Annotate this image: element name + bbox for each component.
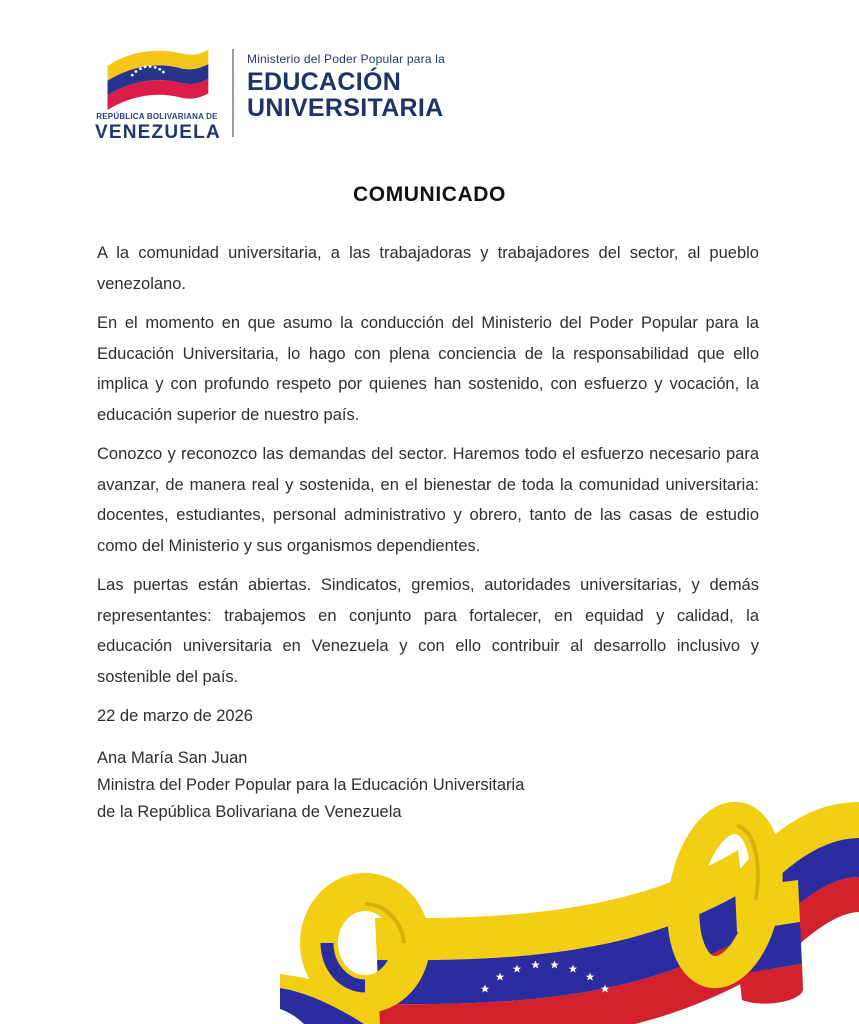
signature-title-line1: Ministra del Poder Popular para la Educación Universitaria <box>97 775 525 794</box>
paragraph: Conozco y reconozco las demandas del sector. Haremos todo el esfuerzo necesario para avanzar, de manera real y sostenida, en el bienestar de toda la comunidad universitaria: docentes, estudiantes, personal administrativo y obrero, tanto de las casas de estudio como del Ministerio y sus organismos dependientes. <box>97 445 759 555</box>
signature-name: Ana María San Juan <box>97 748 248 767</box>
ministry-header <box>95 44 445 144</box>
document-date: 22 de marzo de 2026 <box>97 707 253 725</box>
document-body <box>97 238 759 826</box>
venezuela-waving-flag-icon <box>97 44 217 110</box>
venezuela-flag-ribbon-icon <box>280 780 859 1024</box>
paragraph: En el momento en que asumo la conducción del Ministerio del Poder Popular para la Educación Universitaria, lo hago con plena conciencia de la responsabilidad que ello implica y con profundo respeto por quienes han sostenido, con esfuerzo y vocación, la educación superior de nuestro país. <box>97 314 759 424</box>
header-divider <box>232 49 234 137</box>
venezuela-logo <box>95 44 219 144</box>
ministry-name-line3: UNIVERSITARIA <box>247 94 444 122</box>
paragraph: Las puertas están abiertas. Sindicatos, gremios, autoridades universitarias, y demás representantes: trabajemos en conjunto para fortalecer, en equidad y calidad, la educación universitaria en Venezuela y con ello contribuir al desarrollo inclusivo y sostenible del país. <box>97 576 759 686</box>
document-title: COMUNICADO <box>353 183 506 206</box>
logo-country-label: REPÚBLICA BOLIVARIANA DE <box>96 112 218 121</box>
ministry-name-line1: Ministerio del Poder Popular para la <box>247 52 445 66</box>
logo-country-name: VENEZUELA <box>95 122 221 143</box>
signature-title-line2: de la República Bolivariana de Venezuela <box>97 802 402 821</box>
ministry-name <box>247 44 445 121</box>
paragraph: A la comunidad universitaria, a las trabajadoras y trabajadores del sector, al pueblo venezolano. <box>97 244 759 293</box>
ministry-name-line2: EDUCACIÓN <box>247 68 402 96</box>
